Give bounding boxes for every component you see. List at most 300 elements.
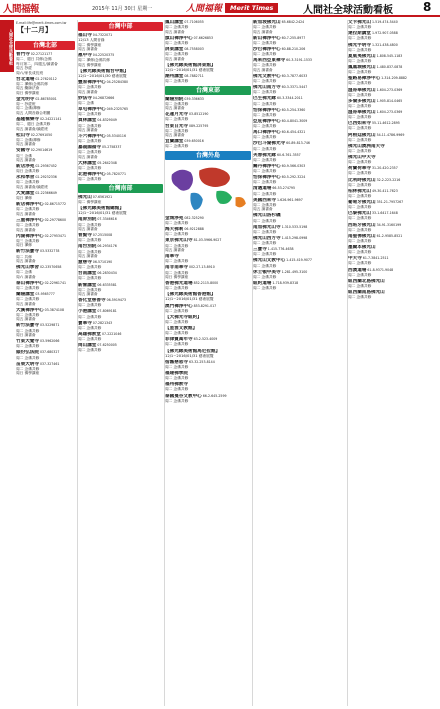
listing-line: 周二 念佛共修 [253,202,277,207]
listing-phone: 1-321-438-4800 [371,42,398,47]
listing-name: 【佛光緣美術館馬尼拉館】 [165,348,221,354]
listing-phone: 082-325290 [184,215,204,220]
listing-phone: 66-53-274795 [272,186,295,191]
listing-name: 佛光山澳洲南天寺 [348,143,385,149]
listing-name: 潮州講堂 [165,73,184,79]
listing-phone: 04-25284380 [106,80,129,85]
listing-name: 南華寺 [165,254,179,260]
listing-name: 蘭陽別院 [165,96,184,102]
listing-phone: 03-5229871 [39,323,60,328]
listing-entry [348,99,440,109]
listing-phone: 63-32-253-8144 [188,359,215,364]
listing-line: 周二 念佛共修 [348,238,372,243]
listing-phone: 05-5340116 [106,134,126,139]
listing-phone: 1-905-814-0465 [376,98,403,103]
listing-entry [348,166,440,176]
listing-entry [78,343,163,353]
listing-entry [165,216,251,226]
listing-name: 北港禪淨中心 [78,172,106,178]
listing-line: 周二 念佛共修 [253,101,277,106]
listing-line: 周二 念佛共修 [253,40,277,45]
listing-entry [165,382,251,392]
listing-phone: 03-8512190 [188,112,209,117]
listing-phone: 1-626-961-9697 [276,197,303,202]
listing-phone: 60-3-7877-6033 [281,73,308,78]
listing-name: 新店禪淨中心 [16,202,44,208]
listing-name: 紐西蘭南島佛光山 [348,290,385,295]
listing-line: 周二 念佛共修 [165,40,189,45]
listing-line: 周二 念佛共修 [165,117,189,122]
listing-name: 新營講堂 [78,282,97,288]
listing-line: 周二 念佛共修 [348,47,372,52]
listing-name: 台南講堂 [78,271,97,277]
month-heading: 【十二月】 [17,26,52,34]
listing-line: 周二 念佛共修 [348,295,372,300]
listing-line: 周二 念佛共修 [348,193,372,198]
listing-line: 周二 念佛共修 [253,79,277,84]
listing-line: 周二 念佛共修 [78,303,102,308]
listing-phone: 089-225795 [188,123,209,128]
listing-name: 【佛光緣美術館香港館】 [165,292,216,298]
listing-line: 周二 念佛共修 [16,344,40,349]
listing-entry [165,265,251,279]
listing-name: 多倫多佛光山 [348,98,376,104]
listing-name: 西澳道場 [348,267,367,273]
listing-line: 周二 念佛共修 [348,70,372,75]
page-header [0,0,440,17]
listing-name: 東京佛光山寺 [165,238,193,244]
listing-name: 安國寺 [16,148,30,154]
listing-entry [165,139,251,149]
listing-name: 佛光山洛杉磯 [253,213,281,219]
listing-entry [348,245,440,255]
listing-entry [78,172,163,182]
listing-name: 巴西如來寺 [348,121,371,127]
listing-entry [78,96,163,106]
listing-line: 周二 念佛共修 [348,81,372,86]
listing-phone: 07-6561921 [92,194,113,199]
listing-phone: 02-29014619 [30,148,53,153]
listing-name: 斗六禪淨中心 [78,134,106,140]
listing-phone: 1-415-298-0998 [281,235,308,240]
listing-name: 紐約道場 [253,280,272,286]
listing-line: 周五 讀書會 [16,142,36,147]
listing-entry [16,117,75,131]
listing-line: 周五 讀書會 [78,253,98,258]
listing-name: 佛光山學舍 [16,265,39,271]
listing-line: 周五 抄經 [16,66,32,71]
listing-name: 小港講堂 [78,309,97,315]
listing-name: 惠中寺 [78,53,92,59]
listing-line: 周二 念佛共修 [348,216,372,221]
listing-entry [348,189,440,199]
listing-line: 周二 念佛共修 [78,222,102,227]
listing-line: 周二 念佛共修 [78,337,102,342]
listing-phone: 66-2-645-2599 [202,393,227,398]
listing-phone: 07-2821343 [92,320,113,325]
listing-line: 周五 讀書會 [78,89,98,94]
listing-name: 員林講堂 [78,118,97,124]
listing-entry [253,85,346,95]
listing-entry [253,141,346,151]
listing-name: 福建佛學院 [165,371,188,377]
listing-line: 周二 念佛共修 [78,287,102,292]
listing-name: 宿霧慈恩寺 [165,359,188,365]
listing-line: 周五 讀書會 [78,227,98,232]
listing-name: 福州佛教寺 [165,382,188,388]
listing-entry [348,110,440,120]
region-heading: 台灣外島 [165,151,251,160]
listing-name: 葡萄牙佛光山 [348,200,376,205]
listing-line: 周二 念佛共修 [16,285,40,290]
listing-name: 柏林佛光山 [348,188,371,194]
listing-entry [16,148,75,162]
listing-entry [253,58,346,72]
brand-cn: 人間福報 [186,4,223,14]
listing-line: 周二 念佛共修 [253,169,277,174]
listing-name: 岡山講堂 [78,343,97,349]
listing-name: 休士頓中美寺 [253,269,281,275]
listing-phone: 02-27953471 [44,233,67,238]
listing-line: 周二 念佛共修 [253,229,277,234]
continent-shape [236,197,246,207]
listing-entry [253,96,346,106]
listing-phone: 03-5332778 [39,249,60,254]
listing-name: 新加坡佛光山 [253,20,281,25]
listing-phone: 60-89-813-746 [286,141,310,146]
listing-line: 周二 念佛共修 [165,144,189,149]
listing-entry [16,234,75,248]
section-title: 人間社全球活動看板 [303,5,393,16]
listing-line: 周二 念佛共修 [78,139,102,144]
listing-phone: 02-86785001 [35,96,57,101]
listing-entry [253,236,346,246]
listing-line: 周二 念佛共修 [165,243,189,248]
listing-name: 【星雲文教館】 [165,326,198,332]
listing-phone: 61-7-3841-2511 [362,256,389,261]
listing-phone: 002-27-13-8910 [188,265,215,270]
listing-line: 周二 念佛共修 [253,218,277,223]
listing-name: 大溪禪淨中心 [16,307,44,313]
listing-line: 周二 佛學講座 [78,42,102,47]
listing-phone: 03-3874108 [44,307,64,312]
listing-entry [78,260,163,270]
listing-phone: 33-1-6417-1648 [371,211,398,216]
listing-entry [165,74,251,84]
listing-phone: 02-27121177 [30,52,53,56]
listing-name: 佛光山西方寺 [253,235,281,241]
listing-name: 美國西來寺 [253,197,276,203]
listing-line: 周二 念佛共修 [78,85,102,90]
listing-line: 周二、週日 念佛共修 [16,122,51,127]
listing-phone: 1-281-495-3100 [281,269,308,274]
listing-entry [253,175,346,185]
column-2 [78,20,163,706]
listing-line: 周二 念佛共修 [16,223,40,228]
listing-line: 周二 念佛共修 [348,171,372,176]
listing-entry [165,315,251,325]
listing-line: 周二 念佛共修 [165,398,189,403]
listing-line: 周五 讀書會/讀經班 [16,126,48,131]
listing-line: 周二 念佛共修 [78,265,102,270]
listing-line: 周二 念佛共修 [348,272,372,277]
listing-entry [253,198,346,212]
listing-line: 周五 讀書會 [16,301,36,306]
listing-phone: 02-27691050 [30,132,53,137]
listing-entry [16,339,75,349]
listing-entry [16,323,75,337]
listing-line: 周二 念佛共修 [348,160,372,165]
listing-line: 周二 念佛共修 [348,261,372,266]
listing-entry [78,107,163,117]
listing-name: 豐原禪淨中心 [78,80,106,86]
listing-line: 周二 念佛/禪修 [16,106,41,111]
listing-name: 【佛光緣美術館屏東館】 [165,62,216,68]
listing-entry [78,321,163,331]
listing-entry [348,43,440,53]
listing-entry [16,175,75,189]
listing-name: 香港佛光道場 [165,281,193,287]
listing-entry [348,65,440,75]
listing-line: 周六 讀書會 [16,274,36,279]
listing-entry [165,281,251,291]
listing-line: 周二 念佛共修 [253,25,277,30]
listing-line: 周二 念佛共修 [78,276,102,281]
listing-entry [165,112,251,122]
listing-line: 周二 念佛共修 [78,150,102,155]
listing-name: 西班牙佛光山 [348,222,376,228]
listing-name: 墨爾本佛光山 [348,245,376,250]
listing-line: 周五 讀書會 [165,29,185,34]
listing-phone: 60-3-3371-5447 [281,85,308,90]
listing-entry [78,298,163,308]
listing-line: 周二 念佛共修 [348,250,372,255]
listing-line: 周二 念佛共修 [253,252,277,257]
listing-line: 周日 禪修 [16,196,32,201]
listing-name: 亞庇禪淨中心 [253,118,281,124]
listing-entry [165,304,251,314]
listing-entry [253,130,346,140]
listing-name: 大愛講堂 [16,190,35,196]
listing-line: 周二 念佛共修 [253,274,277,279]
listing-name: 台東日光寺 [165,123,188,129]
listing-name: 嘉義圓福寺 [78,145,101,151]
listing-entry [78,33,163,52]
listing-line: 周二 念佛共修 [16,297,40,302]
listing-line: 周二 念佛共修 [348,137,372,142]
listing-entry [253,74,346,84]
world-map-illustration [165,162,251,214]
listing-phone: 02-29367452 [35,164,57,169]
listing-phone: 037-327461 [39,361,60,366]
listing-line: 周二 念佛共修 [16,312,40,317]
listing-phone: 039-336633 [184,96,204,101]
listing-line: 周二 念佛共修 [348,126,372,131]
column-1 [0,20,76,706]
listing-name: 宜蘭講堂 [165,139,184,145]
listing-entry [348,20,440,30]
listing-name: 菲律賓萬年寺 [165,337,193,343]
listing-line: 周二 念佛共修 [253,90,277,95]
listing-phone: 06-9212888 [184,227,204,232]
listing-line: 周五 讀書會 [16,157,36,162]
region-heading: 台灣中部 [78,22,163,31]
listing-entry [165,238,251,252]
listing-name: 高雄佛教堂 [78,331,101,337]
listing-entry [253,213,346,223]
listing-phone: 05-2642348 [97,160,117,165]
listing-entry [165,292,251,302]
listing-name: 沙巴斗湖佛光寺 [253,141,286,147]
listing-line: 周六/家長成長班 [16,70,44,75]
listing-line: 周二 念佛 [16,270,32,275]
listing-line: 周二 念佛共修 [253,52,277,57]
listing-name: 鳳山講堂 [165,20,184,25]
listing-line: 周三 念佛 [16,153,32,158]
listing-name: 普門寺 [16,52,30,57]
listing-entry [78,195,163,205]
listing-entry [78,283,163,297]
listing-line: 周二 念佛共修 [78,325,102,330]
listing-line: 周二 念佛共修 [165,308,189,313]
listing-phone: 31-20-420-2357 [371,166,398,171]
listing-line: 周五 讀書會 [16,317,36,322]
listing-name: 紐西蘭北島佛光山 [348,278,385,284]
listing-phone: 07-2221046 [101,331,122,336]
listing-line: 周五 佛學講座 [78,62,102,67]
listing-entry [348,76,440,86]
listing-entry [348,144,440,154]
listing-line: 12/1~2016/01/31 藝術展覽 [165,297,214,302]
listing-entry [165,349,251,359]
listing-entry [78,53,163,67]
listing-name: 文卡佛光山 [348,20,371,25]
listing-phone: 1-604-273-0369 [376,87,403,92]
listing-line: 周二 念佛共修 [253,241,277,246]
listing-line: 周二 念佛共修 [348,182,372,187]
listing-line: 周二 佛學講座 [78,200,102,205]
listing-line: 周五 讀書會 [16,227,36,232]
listing-phone: 60-3-3344-2011 [276,96,303,101]
listing-name: 聖路易禪淨中心 [348,76,381,82]
listing-phone: 1-718-939-8318 [272,280,299,285]
listing-entry [78,244,163,258]
listing-phone: 07-8069181 [97,309,117,314]
listing-entry [16,133,75,147]
listing-line: 周日 佛學講座 [165,274,189,279]
listing-line: 周二 念佛共修 [78,166,102,171]
listing-name: 寶華寺 [78,320,92,326]
listing-line: 周二 念佛共修 [348,36,372,41]
listing-entry [16,202,75,216]
listing-line: 周二 念佛共修 [165,101,189,106]
listing-name: 香化堂慈善寺 [78,298,106,304]
listing-entry [78,206,163,216]
listing-line: 周二 念佛共修 [165,79,189,84]
listing-name: 泰山禪淨中心 [16,280,44,286]
listing-line: 周二 念佛共修 [16,180,40,185]
listing-name: 新店淨苑 [16,164,35,170]
listing-entry [165,326,251,336]
listing-entry [78,217,163,231]
listing-entry [165,124,251,138]
brand-en: Merit Times [225,3,278,13]
listing-entry [16,164,75,174]
listing-phone: 08-7558003 [184,46,204,51]
listing-entry [78,161,163,171]
listing-line: 周二 念佛共修 [253,146,277,151]
listing-line: 周二 念佛共修 [165,364,189,369]
listing-phone: 63-2-523-4009 [193,337,218,342]
listing-name: 新竹法寶寺 [16,249,39,255]
listing-phone: 54-11-4786-9969 [376,132,405,137]
listing-phone: 02-86715772 [44,202,67,207]
listing-phone: 04-26872666 [92,95,115,100]
listing-entry [16,281,75,291]
listing-line: 周一 抄經班 [16,101,36,106]
listing-name: 三重禪淨中心 [16,217,44,223]
listing-phone: 34-91-3160199 [376,222,402,227]
listing-line: 周二 念佛共修 [78,348,102,353]
listing-line: 周二 念佛共修 [253,112,277,117]
listing-name: 福山寺 [78,33,92,38]
listing-line: 周五 讀書會 [165,248,185,253]
listing-phone: 60-5-254-3360 [281,107,306,112]
listing-line: 周二 念佛共修 [165,286,189,291]
listing-line: 周二 念佛共修 [16,328,40,333]
listing-phone: 1-415-419-9077 [286,258,312,263]
listing-entry [348,223,440,233]
listing-line: 周二 念佛共修 [78,123,102,128]
region-heading: 台灣東部 [165,86,251,95]
listing-name: 南台別院 [78,244,97,250]
listing-line: 周二 念佛共修 [348,25,372,30]
listing-entry [165,227,251,237]
listing-name: 金城淨苑 [165,215,184,221]
listing-entry [348,178,440,188]
listing-phone: 03-5962066 [39,339,60,344]
listing-name: 【佛光緣美術館台中館】 [78,68,129,74]
listing-phone: 04-22520375 [92,53,115,58]
listing-entry [253,247,346,257]
listing-phone: 08-7882711 [184,73,204,78]
listing-entry [16,292,75,306]
listing-line: 周二 念佛共修 [78,314,102,319]
listing-entry [253,186,346,196]
listing-phone: 05-7820771 [106,172,126,177]
listing-entry [253,47,346,57]
listing-entry [348,88,440,98]
listing-phone: 1-604-273-0369 [376,110,403,114]
listing-phone: 60-7-255-8977 [281,35,306,40]
listing-entry [78,309,163,319]
listing-name: 清邁道場 [253,186,272,192]
listing-phone: 06-2934176 [97,244,117,249]
listing-entry [78,80,163,94]
listing-name: 巴生佛光緣 [253,96,276,102]
listing-name: 南加佛光山寺 [253,224,281,230]
listing-line: 周五 讀書會 [78,292,98,297]
page-number: 8 [423,0,432,14]
listing-line: 周五 讀書會/讀經班 [16,184,48,189]
listing-entry [165,371,251,381]
listing-line: 周二 念佛共修 [165,387,189,392]
listing-entry [165,63,251,73]
listing-phone: 32-2-223-2216 [376,177,401,182]
continent-shape [216,191,232,204]
listing-line: 周日 佛學講座 [16,371,40,376]
listing-phone: 02-29232336 [35,175,57,180]
